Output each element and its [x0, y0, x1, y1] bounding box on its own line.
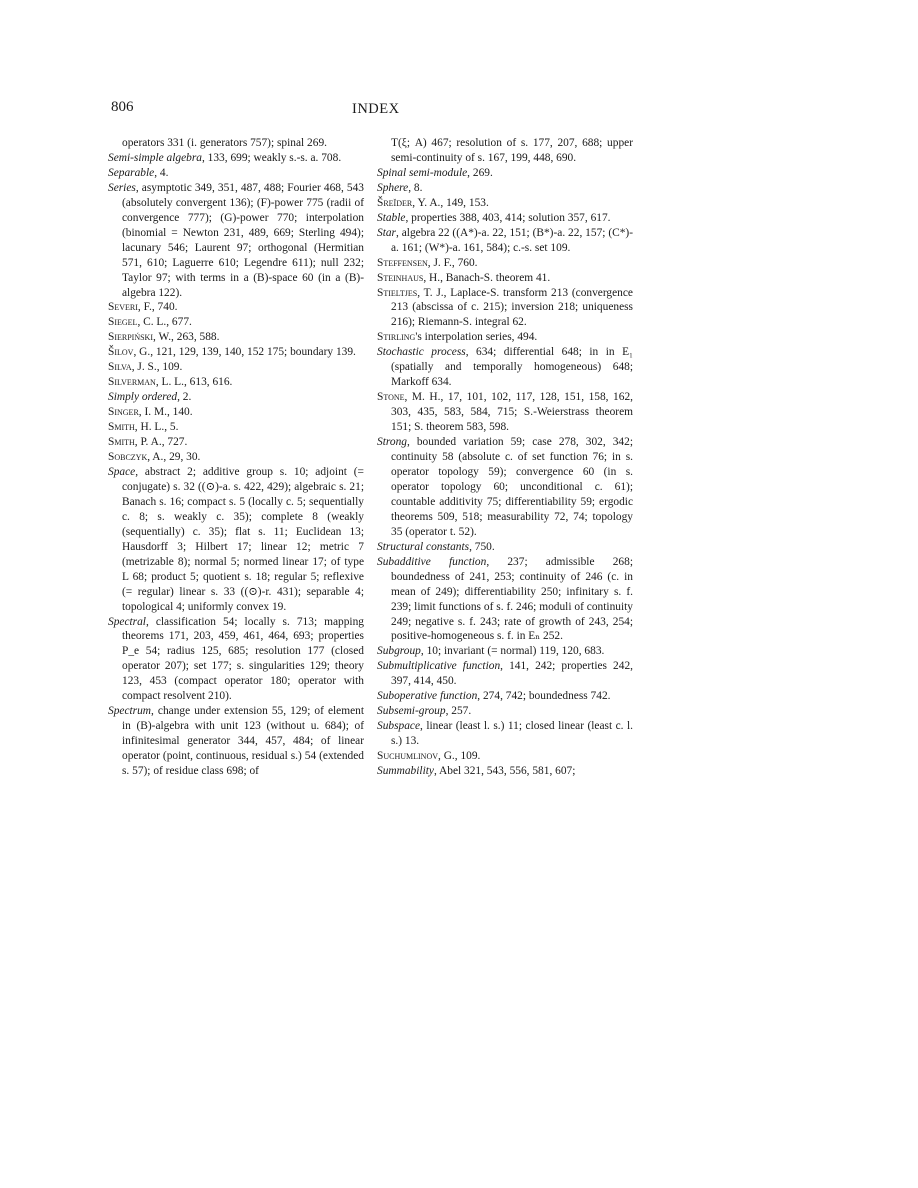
index-column-right	[377, 136, 633, 779]
entry-references: , H. L., 5.	[134, 421, 179, 434]
index-entry	[377, 211, 633, 226]
entry-references: , classification 54; locally s. 713; mapping theorems 171, 203, 459, 461, 464, 693; properties P_e 54; radius 125, 685; resolution 177 (closed operator 207); set 177; s. singularities 129; theory 123, 453 (compact operator 180; operator with compact resolvent 210).	[122, 615, 364, 703]
entry-references: , 2.	[177, 391, 192, 404]
index-entry	[377, 226, 633, 256]
entry-term: Spectrum	[108, 705, 152, 718]
entry-term: Separable	[108, 166, 155, 179]
index-entry	[377, 689, 633, 704]
entry-name: Severi	[108, 301, 138, 314]
index-entry	[377, 719, 633, 749]
entry-term: Stochastic process	[377, 346, 466, 359]
index-entry	[377, 555, 633, 645]
entry-term: Subgroup	[377, 645, 421, 658]
entry-references: , H., Banach-S. theorem 41.	[423, 271, 551, 284]
entry-references: , A., 29, 30.	[147, 451, 201, 464]
entry-name: Silva	[108, 361, 132, 374]
entry-term: Series	[108, 181, 136, 194]
index-entry	[377, 330, 633, 345]
index-entry	[377, 749, 633, 764]
entry-references: , bounded variation 59; case 278, 302, 342; continuity 58 (absolute c. of set function 76; in s. operator topology 59); convergence 60 (in s. operator topology 60; unconditional c. 61); countable additivity 75; differentiability 59; ergodic theorems 509, 518; measurability 72, 74; topology 35 (operator t. 52).	[391, 436, 633, 538]
entry-references: , M. H., 17, 101, 102, 117, 128, 151, 158, 162, 303, 435, 583, 584, 715; S.-Weierstrass theorem 151; S. theorem 583, 598.	[391, 391, 633, 434]
entry-references: , 133, 699; weakly s.-s. a. 708.	[201, 151, 342, 164]
index-entry	[108, 375, 364, 390]
index-entry	[108, 450, 364, 465]
entry-name: Singer	[108, 406, 139, 419]
index-entry	[377, 764, 633, 779]
entry-references: , Abel 321, 543, 556, 581, 607;	[433, 765, 576, 778]
entry-term: Stable	[377, 211, 406, 224]
entry-references: , 8.	[408, 181, 423, 194]
entry-references: , 634; differential 648; in in E₁ (spatially and temporally homogeneous) 648; Markoff 634.	[391, 346, 633, 389]
index-entry	[108, 151, 364, 166]
entry-term: Sphere	[377, 181, 409, 194]
entry-references: , asymptotic 349, 351, 487, 488; Fourier 468, 543 (absolutely convergent 136); (F)-power 775 (radii of convergence 777); (G)-power 770; interpolation (binomial = Newton 231, 489, 669; Sterling 494); lacunary 546; Laurent 97; orthogonal (Hermitian 571, 610; Laguerre 610; Legendre 611); null 232; Taylor 97; with terms in a (B)-space 60 (in a (B)-algebra 122).	[122, 181, 364, 299]
entry-term: Subadditive function	[377, 555, 487, 568]
entry-references: , T. J., Laplace-S. transform 213 (convergence 213 (abscissa of c. 215); inversion 218; uniqueness 216); Riemann-S. integral 62.	[391, 286, 633, 329]
entry-references: , 141, 242; properties 242, 397, 414, 450.	[391, 660, 633, 688]
entry-references: , J. S., 109.	[131, 361, 183, 374]
entry-name: Stirling	[377, 331, 416, 344]
entry-name: Siegel	[108, 316, 138, 329]
index-entry	[108, 181, 364, 301]
index-entry	[108, 435, 364, 450]
index-entry	[108, 330, 364, 345]
index-entry	[377, 435, 633, 540]
entry-references: , C. L., 677.	[137, 316, 192, 329]
entry-name: Steinhaus	[377, 271, 424, 284]
entry-references: , P. A., 727.	[134, 436, 188, 449]
index-entry	[377, 345, 633, 390]
entry-name: Steffensen	[377, 256, 428, 269]
entry-references: , W., 263, 588.	[153, 331, 220, 344]
index-entry	[377, 271, 633, 286]
entry-name: Sobczyk	[108, 451, 148, 464]
index-entry	[108, 615, 364, 705]
entry-references: , algebra 22 ((A*)-a. 22, 151; (B*)-a. 22, 157; (C*)-a. 161; (W*)-a. 161, 584); c.-s. set 109.	[391, 226, 633, 254]
index-entry	[377, 286, 633, 331]
entry-references: T(ξ; A) 467; resolution of s. 177, 207, 688; upper semi-continuity of s. 167, 199, 448, 690.	[391, 137, 633, 164]
entry-term: Spectral	[108, 615, 146, 628]
entry-references: , abstract 2; additive group s. 10; adjoint (= conjugate) s. 32 ((⊙)-a. s. 422, 429); algebraic s. 21; Banach s. 16; compact s. 5 (locally c. 5; sequentially c. 8; s. weakly c. 35); complete 8 (weakly (sequentially) c. 35); flat s. 11; Euclidean 13; Hausdorff 3; Hilbert 17; linear 12; metric 7 (metrizable 8); normal 5; normed linear 17; of type L 68; product 5; quotient s. 18; regular 5; reflexive (= regular) linear s. 33 ((⊙)-r. 431); separable 4; topological 4; uniformly convex 19.	[122, 465, 364, 613]
entry-term: Space	[108, 465, 136, 478]
index-entry	[377, 166, 633, 181]
entry-term: Structural constants	[377, 540, 470, 553]
entry-references: , 4.	[154, 166, 169, 179]
entry-term: Semi-simple algebra	[108, 151, 202, 164]
index-entry-continued	[377, 136, 633, 166]
entry-name: Smith	[108, 421, 135, 434]
entry-name: Stieltjes	[377, 286, 418, 299]
entry-references: , change under extension 55, 129; of element in (B)-algebra with unit 123 (without u. 684); of infinitesimal generator 344, 457, 484; of linear operator (point, continuous, residual s.) 54 (extended s. 57); of residue class 698; of	[122, 705, 364, 778]
entry-term: Summability	[377, 765, 434, 778]
index-entry-continued	[108, 136, 364, 151]
entry-term: Star	[377, 226, 396, 239]
entry-references: 's interpolation series, 494.	[415, 331, 538, 344]
entry-term: Spinal semi-module	[377, 166, 468, 179]
entry-references: , properties 388, 403, 414; solution 357, 617.	[405, 211, 611, 224]
entry-references: , 10; invariant (= normal) 119, 120, 683.	[420, 645, 605, 658]
entry-term: Simply ordered	[108, 391, 178, 404]
index-entry	[377, 181, 633, 196]
entry-term: Submultiplicative function	[377, 660, 501, 673]
entry-name: Smith	[108, 436, 135, 449]
entry-name: Šilov	[108, 346, 134, 359]
entry-references: , 237; admissible 268; boundedness of 241, 253; continuity of 246 (c. in mean of 249); differentiability 250; infinitary s. f. 239; limit functions of s. f. 246; moduli of continuity 249; negative s. f. 243; rate of growth of 243, 254; positive-homogeneous s. f. in Eₙ 252.	[391, 555, 633, 643]
entry-term: Subspace	[377, 720, 421, 733]
index-entry	[108, 360, 364, 375]
index-entry	[108, 166, 364, 181]
index-entry	[108, 420, 364, 435]
entry-references: , 750.	[469, 540, 495, 553]
entry-references: , G., 121, 129, 139, 140, 152 175; boundary 139.	[133, 346, 356, 359]
entry-references: , 257.	[445, 705, 472, 718]
entry-references: , J. F., 760.	[427, 256, 478, 269]
entry-references: , 269.	[467, 166, 493, 179]
entry-term: Suboperative function	[377, 690, 478, 703]
entry-references: , 274, 742; boundedness 742.	[477, 690, 611, 703]
index-entry	[377, 704, 633, 719]
index-entry	[108, 465, 364, 615]
entry-references: operators 331 (i. generators 757); spinal 269.	[122, 137, 327, 149]
index-entry	[108, 300, 364, 315]
index-entry	[108, 405, 364, 420]
index-column-left	[108, 136, 364, 779]
page-number: 806	[111, 99, 134, 115]
index-entry	[377, 196, 633, 211]
index-entry	[108, 704, 364, 779]
index-entry	[377, 540, 633, 555]
index-entry	[108, 345, 364, 360]
index-entry	[108, 315, 364, 330]
entry-name: Stone	[377, 391, 405, 404]
index-entry	[108, 390, 364, 405]
entry-name: Suchumlinov	[377, 750, 438, 763]
index-entry	[377, 644, 633, 659]
entry-name: Šreĭder	[377, 196, 413, 209]
entry-references: , G., 109.	[438, 750, 481, 763]
index-entry	[377, 256, 633, 271]
index-entry	[377, 659, 633, 689]
entry-term: Strong	[377, 436, 407, 449]
entry-references: , linear (least l. s.) 11; closed linear (least c. l. s.) 13.	[391, 720, 633, 748]
entry-term: Subsemi-group	[377, 705, 446, 718]
entry-references: , F., 740.	[137, 301, 178, 314]
entry-name: Sierpiński	[108, 331, 154, 344]
entry-name: Silverman	[108, 376, 156, 389]
entry-references: , Y. A., 149, 153.	[412, 196, 489, 209]
entry-references: , L. L., 613, 616.	[155, 376, 233, 389]
running-head: INDEX	[352, 101, 400, 117]
index-entry	[377, 390, 633, 435]
entry-references: , I. M., 140.	[138, 406, 193, 419]
